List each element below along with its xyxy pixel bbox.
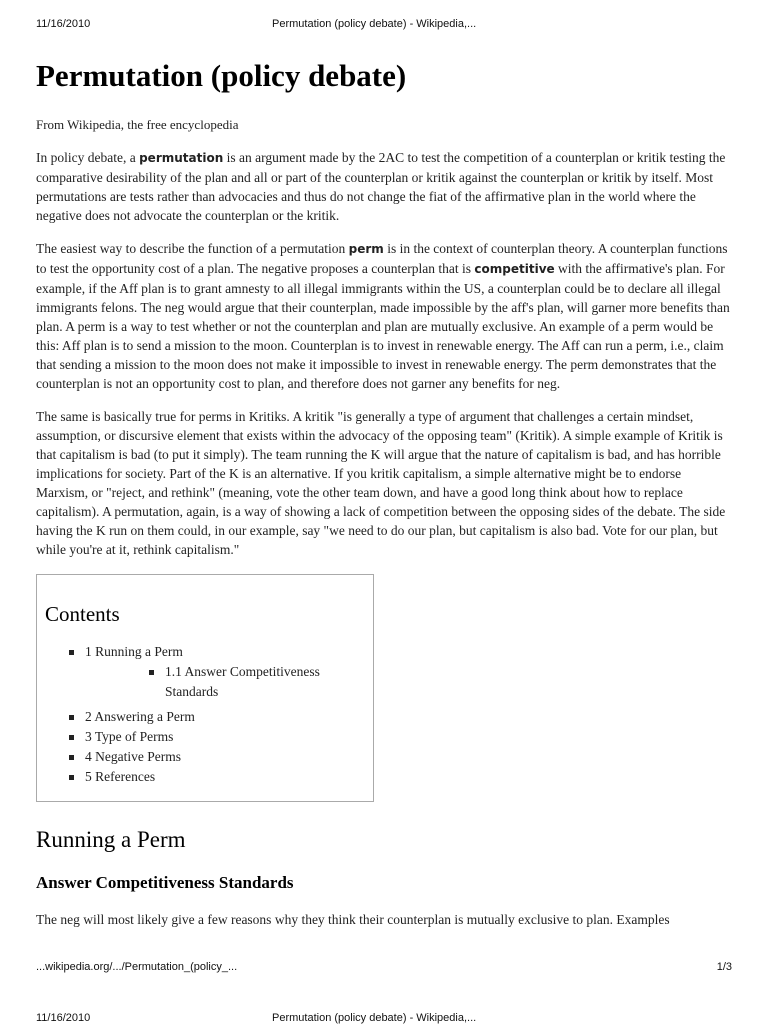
print-page-title: Permutation (policy debate) - Wikipedia,... (272, 18, 477, 30)
toc-link[interactable]: 2 Answering a Perm (85, 709, 195, 724)
toc-link[interactable]: 3 Type of Perms (85, 729, 174, 744)
toc-item-negative-perms[interactable] (45, 747, 365, 767)
text-run: is an argument made by the 2AC to test the competition of a counterplan or kritik testing the comparative desirability of the plan and all or part of the counterplan or kritik against the counterplan or kritik by itself. Most permutations are tests rather than advocacies and thus do not change the fiat of the affirmative plan in the world where the negative does not advocate the counterplan or the kritik. (36, 150, 726, 223)
toc-item-answer-competitiveness-standards[interactable] (85, 662, 365, 702)
kritik-paragraph: The same is basically true for perms in Kritiks. A kritik "is generally a type of argument that challenges a certain mindset, assumption, or discursive element that exists within the advocacy of the opposing team" (Kritik). A simple example of Kritik is that capitalism is bad (to put it simply). The team running the K will argue that the nature of capitalism is bad, and has horrible implications for society. Part of the K is an alternative. If you kritik capitalism, a simple alternative might be to endorse Marxism, or "reject, and rethink" (meaning, vote the other team down, and have a good long think about how to replace capitalism). A permutation, again, is a way of showing a lack of competition between the opposing sides of the debate. The side having the K run on them could, in our example, say "we need to do our plan, but capitalism is also bad. Vote for our plan, but while you're at it, rethink capitalism." (36, 409, 726, 557)
toc-link[interactable]: 5 References (85, 769, 156, 784)
article-content (36, 56, 732, 929)
standards-paragraph: The neg will most likely give a few reasons why they think their counterplan is mutually exclusive to plan. Examples (36, 912, 670, 927)
subsection-heading-answer-competitiveness: Answer Competitiveness Standards (36, 873, 294, 892)
counterplan-paragraph (36, 239, 732, 393)
next-page-header (36, 1012, 732, 1028)
bold-term-permutation: permutation (139, 151, 224, 165)
page-number: 1/3 (716, 961, 732, 973)
bullet-icon (69, 735, 74, 740)
text-run: is in the context of counterplan theory. A counterplan functions to test the opportunity cost of a plan. The negative proposes a counterplan that is (36, 241, 728, 276)
bullet-icon (69, 715, 74, 720)
toc-link[interactable]: 1.1 Answer Competitiveness Standards (165, 664, 320, 699)
text-run: with the affirmative's plan. For example, if the Aff plan is to grant amnesty to all illegal immigrants within the US, a counterplan could be to declare all illegal immigrants felons. The neg would argue that their counterplan, made impossible by the aff's plan, will garner more benefits than plan. A perm is a way to test whether or not the counterplan and plan are mutually exclusive. An example of a perm would be this: Aff plan is to send a mission to the moon. Counterplan is to invest in renewable energy. The Aff can run a perm, i.e., claim that sending a mission to the moon does not make it impossible to invest in renewable energy. The perm demonstrates that the counterplan is not an opportunity cost to plan, and therefore does not garner any benefits for neg. (36, 261, 730, 391)
print-date: 11/16/2010 (36, 18, 91, 30)
print-footer (36, 961, 732, 977)
print-date: 11/16/2010 (36, 1012, 91, 1024)
toc-heading: Contents (45, 602, 120, 626)
section-heading-running-a-perm: Running a Perm (36, 827, 186, 852)
bold-term-competitive: competitive (474, 262, 555, 276)
text-run: The easiest way to describe the function of a permutation (36, 241, 349, 256)
toc-item-references[interactable] (45, 767, 365, 787)
bullet-icon (69, 775, 74, 780)
print-header (36, 18, 732, 34)
bullet-icon (149, 670, 154, 675)
page-title: Permutation (policy debate) (36, 58, 407, 93)
toc-item-type-of-perms[interactable] (45, 727, 365, 747)
site-subtitle: From Wikipedia, the free encyclopedia (36, 117, 239, 132)
intro-paragraph (36, 148, 732, 225)
toc-item-running-a-perm[interactable] (45, 642, 365, 702)
print-page-title: Permutation (policy debate) - Wikipedia,... (272, 1012, 477, 1024)
print-url: ...wikipedia.org/.../Permutation_(policy_... (36, 961, 238, 973)
toc-link[interactable]: 1 Running a Perm (85, 644, 183, 659)
bullet-icon (69, 755, 74, 760)
bold-term-perm: perm (348, 242, 384, 256)
toc-link[interactable]: 4 Negative Perms (85, 749, 181, 764)
toc-item-answering-a-perm[interactable] (45, 707, 365, 727)
text-run: In policy debate, a (36, 150, 140, 165)
table-of-contents (36, 574, 374, 802)
bullet-icon (69, 650, 74, 655)
